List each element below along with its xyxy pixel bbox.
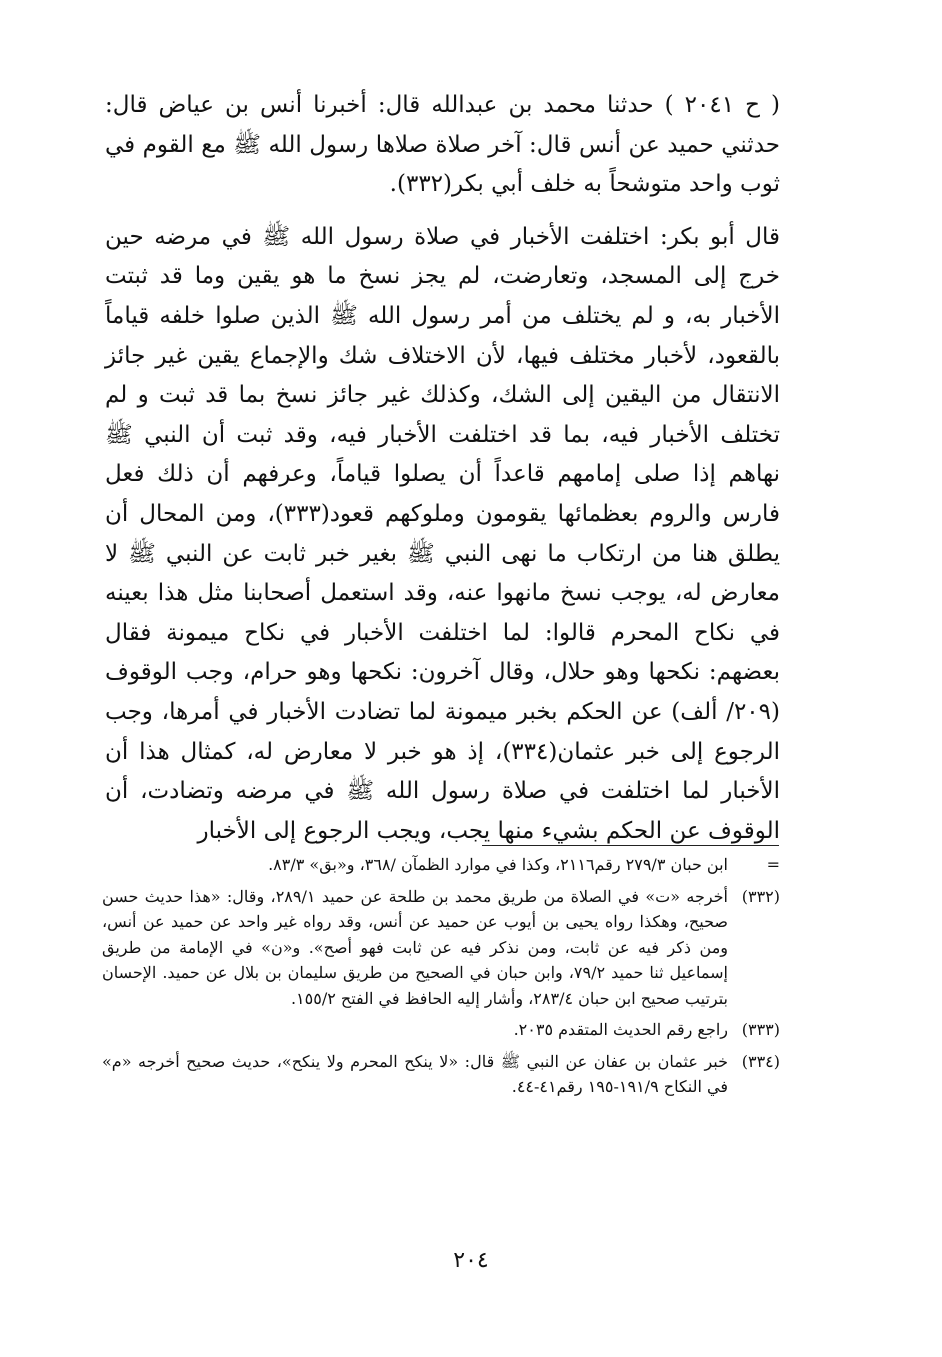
footnote-text: خبر عثمان بن عفان عن النبي ﷺ قال: «لا ينكح المحرم ولا ينكح»، حديث صحيح أخرجه «م» في النكاح ١٩١/٩-١٩٥ رقم٤١-٤٤.: [102, 1051, 728, 1096]
main-text: [105, 86, 780, 851]
footnote-continuation: [102, 852, 780, 878]
footnote-number: (٣٣٢): [741, 886, 780, 906]
footnote-divider: [482, 845, 779, 846]
footnote-number: (٣٣٣): [741, 1020, 780, 1039]
footnote-334: [102, 1049, 780, 1100]
commentary-paragraph: قال أبو بكر: اختلفت الأخبار في صلاة رسول الله ﷺ في مرضه حين خرج إلى المسجد، وتعارضت، لم يجز نسخ ما هو يقين وما قد ثبتت الأخبار به، و لم يختلف من أمر رسول الله ﷺ الذين صلوا خلفه قياماً بالقعود، لأخبار مختلف فيها، لأن الاختلاف شك والإجماع يقين غير جائز الانتقال من اليقين إلى الشك، وكذلك غير جائز نسخ بما قد ثبت و لم تختلف الأخبار فيه، بما قد اختلفت الأخبار فيه، وقد ثبت أن النبي ﷺ نهاهم إذا صلى إمامهم قاعداً أن يصلوا قياماً، وعرفهم أن ذلك فعل فارس والروم بعظمائها يقومون وملوكهم قعود(٣٣٣)، ومن المحال أن يطلق هنا من ارتكاب ما نهى النبي ﷺ بغير خبر ثابت عن النبي ﷺ لا معارض له، يوجب نسخ مانهوا عنه، وقد استعمل أصحابنا مثل هذا بعينه في نكاح المحرم قالوا: لما اختلفت الأخبار في نكاح ميمونة فقال بعضهم: نكحها وهو حلال، وقال آخرون: نكحها وهو حرام، وجب الوقوف (٢٠٩/ ألف) عن الحكم بخبر ميمونة لما تضادت الأخبار في أمرها، وجب الرجوع إلى خبر عثمان(٣٣٤)، إذ هو خبر لا معارض له، كمثال هذا أن الأخبار لما اختلفت في صلاة رسول الله ﷺ في مرضه وتضادت، أن الوقوف عن الحكم بشيء منها يجب، ويجب الرجوع إلى الأخبار: [105, 223, 780, 844]
footnote-text: ابن حبان ٢٧٩/٣ رقم٢١١٦، وكذا في موارد الظمآن /٣٦٨، و«بق» ٨٣/٣.: [268, 855, 728, 874]
footnote-text: أخرجه «ت» في الصلاة من طريق محمد بن طلحة عن حميد ٢٨٩/١، وقال: «هذا حديث حسن صحيح، وهكذا رواه يحيى بن أيوب عن حميد عن أنس، وقد رواه غير واحد عن حميد عن أنس، ومن ذكر فيه عن ثابت، ومن نذكر فيه عن ثابت فهو أصح». و«ن» في الإمامة من طريق إسماعيل ثنا حميد ٧٩/٢، وابن حبان في الصحيح من طريق سليمان بن بلال عن حميد. الإحسان بترتيب صحيح ابن حبان ٢٨٣/٤، وأشار إليه الحافظ في الفتح ١٥٥/٢.: [102, 886, 729, 1008]
footnotes: [102, 852, 780, 1106]
page-number: ٢٠٤: [453, 1248, 489, 1273]
footnote-number: (٣٣٤): [741, 1051, 780, 1071]
hadith-paragraph: ( ح ٢٠٤١ ) حدثنا محمد بن عبدالله قال: أخبرنا أنس بن عياض قال: حدثني حميد عن أنس قال: آخر صلاة صلاها رسول الله ﷺ مع القوم في ثوب واحد متوشحاً به خلف أبي بكر(٣٣٢).: [105, 92, 780, 198]
footnote-text: راجع رقم الحديث المتقدم ٢٠٣٥.: [513, 1020, 728, 1039]
footnote-marker: =: [766, 855, 780, 874]
footnote-333: [102, 1017, 780, 1043]
footnote-332: [102, 884, 780, 1012]
